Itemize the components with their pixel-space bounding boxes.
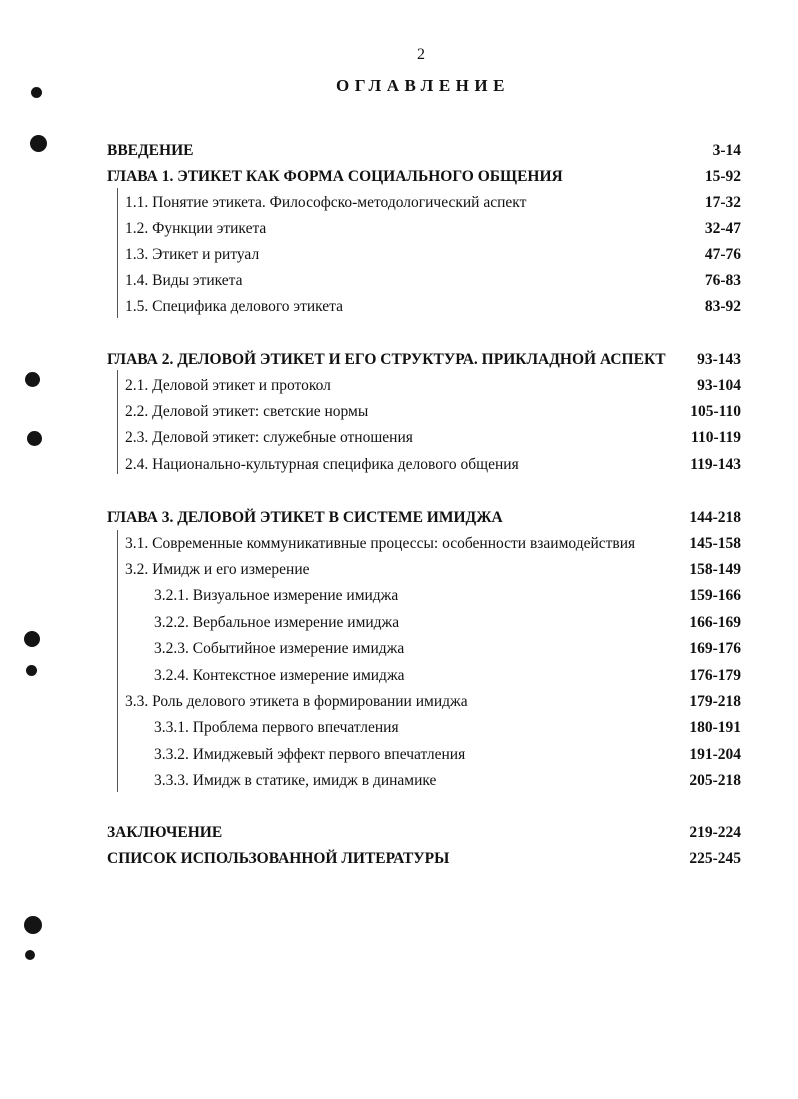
toc-entry-pages: 93-104: [697, 377, 741, 394]
toc-entry-section: [107, 559, 741, 581]
toc-entry-label: 3.2.3. Событийное измерение имиджа: [154, 640, 405, 657]
page-title: ОГЛАВЛЕНИЕ: [336, 76, 510, 95]
toc-entry-subsection: [107, 665, 741, 687]
toc-entry-label: 1.4. Виды этикета: [125, 272, 243, 289]
toc-entry-label: ЗАКЛЮЧЕНИЕ: [107, 824, 223, 841]
toc-entry-pages: 225-245: [689, 850, 741, 867]
punch-hole: [24, 631, 40, 647]
toc-entry-pages: 83-92: [704, 298, 741, 315]
toc-entry-label: 3.1. Современные коммуникативные процессы: особенности взаимодействия: [125, 535, 636, 552]
toc-entry-pages: 15-92: [704, 168, 741, 185]
toc-entry-label: 2.3. Деловой этикет: служебные отношения: [125, 429, 413, 446]
toc-entry-label: 2.1. Деловой этикет и протокол: [125, 377, 331, 394]
punch-hole: [31, 87, 42, 98]
toc-entry-label: 1.2. Функции этикета: [125, 220, 267, 237]
toc-entry-label: ГЛАВА 1. ЭТИКЕТ КАК ФОРМА СОЦИАЛЬНОГО ОБЩЕНИЯ: [107, 168, 563, 185]
toc-entry-section: [107, 218, 741, 240]
toc-entry-label: 3.3.2. Имиджевый эффект первого впечатления: [154, 746, 466, 763]
toc-entry-pages: 76-83: [704, 272, 741, 289]
toc-entry-label: 3.2. Имидж и его измерение: [125, 561, 310, 578]
toc-entry-label: 1.5. Специфика делового этикета: [125, 298, 344, 315]
toc-entry-pages: 205-218: [689, 772, 741, 789]
toc-entry-subsection: [107, 717, 741, 739]
toc-entry-label: ГЛАВА 2. ДЕЛОВОЙ ЭТИКЕТ И ЕГО СТРУКТУРА. ПРИКЛАДНОЙ АСПЕКТ: [107, 351, 666, 368]
toc-entry-pages: 32-47: [704, 220, 741, 237]
toc-entry-section: [107, 427, 741, 449]
toc-entry-label: 2.2. Деловой этикет: светские нормы: [125, 403, 369, 420]
toc-entry-label: ВВЕДЕНИЕ: [107, 142, 194, 159]
toc-entry-pages: 17-32: [704, 194, 741, 211]
punch-hole: [24, 916, 42, 934]
toc-entry-section: [107, 270, 741, 292]
toc-entry-pages: 47-76: [704, 246, 741, 263]
punch-hole: [27, 431, 42, 446]
toc-entry-pages: 166-169: [689, 614, 741, 631]
punch-hole: [26, 665, 37, 676]
toc-entry-label: 1.3. Этикет и ритуал: [125, 246, 260, 263]
toc-entry-label: 3.3. Роль делового этикета в формировании имиджа: [125, 693, 468, 710]
toc-entry-bibliography: [107, 848, 741, 870]
toc-entry-subsection: [107, 585, 741, 607]
toc-entry-subsection: [107, 770, 741, 792]
toc-entry-subsection: [107, 744, 741, 766]
toc-entry-pages: 169-176: [689, 640, 741, 657]
toc-entry-chapter-2: [107, 349, 741, 371]
toc-entry-pages: 145-158: [689, 535, 741, 552]
toc-entry-introduction: [107, 140, 741, 162]
toc-entry-pages: 159-166: [689, 587, 741, 604]
toc-entry-pages: 119-143: [690, 456, 741, 473]
toc-entry-pages: 191-204: [689, 746, 741, 763]
toc-entry-section: [107, 192, 741, 214]
toc-entry-label: 1.1. Понятие этикета. Философско-методологический аспект: [125, 194, 527, 211]
toc-entry-section: [107, 296, 741, 318]
toc-entry-label: СПИСОК ИСПОЛЬЗОВАННОЙ ЛИТЕРАТУРЫ: [107, 850, 450, 867]
toc-entry-subsection: [107, 638, 741, 660]
punch-hole: [30, 135, 47, 152]
toc-entry-pages: 3-14: [712, 142, 741, 159]
toc-entry-section: [107, 533, 741, 555]
toc-entry-pages: 219-224: [689, 824, 741, 841]
toc-entry-pages: 176-179: [689, 667, 741, 684]
toc-entry-pages: 105-110: [690, 403, 741, 420]
toc-entry-label: 3.2.4. Контекстное измерение имиджа: [154, 667, 405, 684]
toc-entry-label: 3.2.1. Визуальное измерение имиджа: [154, 587, 399, 604]
toc-entry-section: [107, 244, 741, 266]
punch-hole: [25, 950, 35, 960]
toc-entry-label: 3.3.1. Проблема первого впечатления: [154, 719, 399, 736]
toc-entry-section: [107, 375, 741, 397]
page-number: 2: [417, 46, 425, 63]
toc-entry-pages: 180-191: [689, 719, 741, 736]
toc-entry-pages: 179-218: [689, 693, 741, 710]
toc-entry-label: 2.4. Национально-культурная специфика делового общения: [125, 456, 519, 473]
toc-entry-pages: 93-143: [697, 351, 741, 368]
toc-entry-conclusion: [107, 822, 741, 844]
toc-entry-label: 3.2.2. Вербальное измерение имиджа: [154, 614, 400, 631]
toc-entry-pages: 110-119: [691, 429, 741, 446]
toc-entry-pages: 158-149: [689, 561, 741, 578]
punch-hole: [25, 372, 40, 387]
toc-entry-section: [107, 401, 741, 423]
toc-entry-chapter-1: [107, 166, 741, 188]
toc-entry-subsection: [107, 612, 741, 634]
toc-entry-label: ГЛАВА 3. ДЕЛОВОЙ ЭТИКЕТ В СИСТЕМЕ ИМИДЖА: [107, 509, 503, 526]
toc-entry-pages: 144-218: [689, 509, 741, 526]
toc-entry-label: 3.3.3. Имидж в статике, имидж в динамике: [154, 772, 437, 789]
toc-entry-section: [107, 454, 741, 476]
toc-entry-chapter-3: [107, 507, 741, 529]
toc-entry-section: [107, 691, 741, 713]
